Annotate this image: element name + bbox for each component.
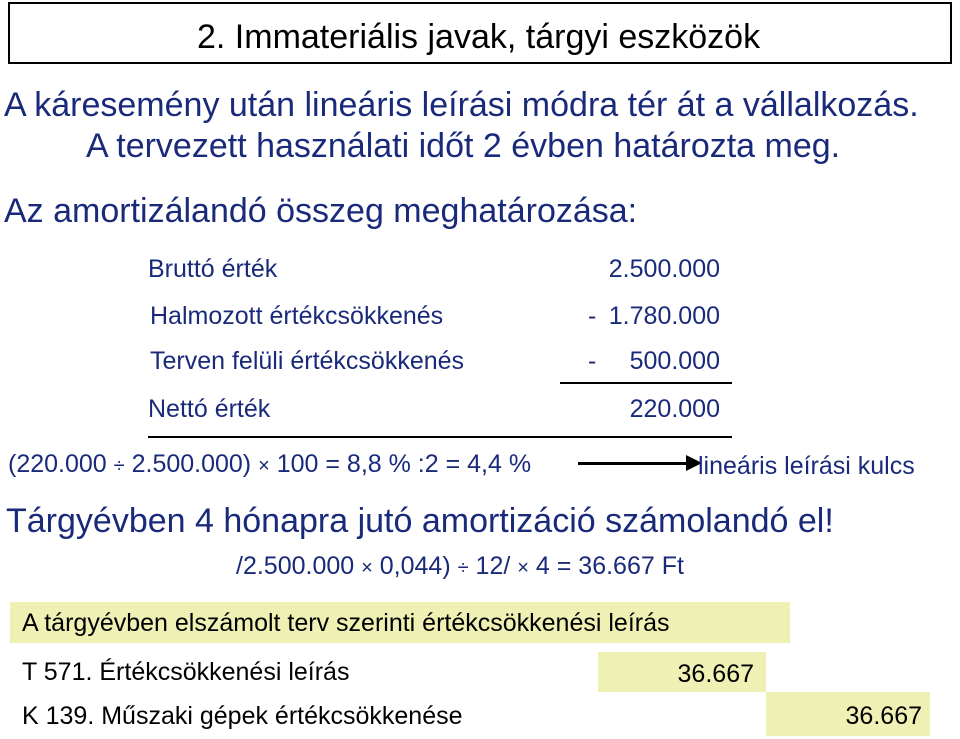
rate-formula	[8, 450, 531, 479]
intro-line-2: A tervezett használati időt 2 évben határozta meg.	[86, 127, 841, 165]
rate-part-3: 100 = 8,8 % :2 = 4,4 %	[276, 450, 532, 478]
multiply-icon: ×	[361, 557, 373, 579]
amort-part-3: 12/	[475, 552, 511, 580]
calc-row-sign: -	[588, 302, 597, 330]
rate-part-2: 2.500.000)	[131, 450, 252, 478]
calc-row-label: Nettó érték	[148, 395, 271, 423]
calc-row-label: Bruttó érték	[148, 255, 278, 283]
credit-label: K 139. Műszaki gépek értékcsökkenése	[22, 702, 463, 730]
calc-row-label: Halmozott értékcsökkenés	[150, 302, 444, 330]
multiply-icon: ×	[517, 557, 529, 579]
amort-part-4: 4 = 36.667 Ft	[535, 552, 684, 580]
debit-value: 36.667	[677, 660, 754, 688]
total-line	[148, 436, 732, 438]
section-heading: Az amortizálandó összeg meghatározása:	[4, 192, 638, 230]
page-title: 2. Immateriális javak, tárgyi eszközök	[197, 18, 761, 56]
calc-row-label: Terven felüli értékcsökkenés	[150, 347, 465, 375]
rate-part-1: (220.000	[8, 450, 107, 478]
subtotal-line	[560, 382, 732, 384]
arrow-right-icon	[578, 462, 688, 465]
calc-row-value: 220.000	[629, 395, 720, 423]
multiply-icon: ×	[258, 455, 270, 477]
amort-part-1: /2.500.000	[236, 552, 355, 580]
divide-icon: ÷	[113, 455, 125, 477]
calc-row-value: 2.500.000	[608, 255, 720, 283]
debit-label: T 571. Értékcsökkenési leírás	[22, 658, 350, 686]
amort-part-2: 0,044)	[379, 552, 451, 580]
intro-line-1: A káresemény után lineáris leírási módra tér át a vállalkozás.	[4, 86, 919, 124]
calc-row-value: 1.780.000	[608, 302, 720, 330]
calc-row-sign: -	[588, 347, 597, 375]
credit-value: 36.667	[845, 702, 922, 730]
amortization-formula	[236, 552, 684, 581]
amortization-heading: Tárgyévben 4 hónapra jutó amortizáció számolandó el!	[6, 502, 834, 540]
title-box	[8, 2, 952, 64]
divide-icon: ÷	[457, 557, 469, 579]
rate-result-label: lineáris leírási kulcs	[698, 452, 915, 480]
booking-header: A tárgyévben elszámolt terv szerinti értékcsökkenési leírás	[22, 609, 670, 637]
calc-row-value: 500.000	[629, 347, 720, 375]
